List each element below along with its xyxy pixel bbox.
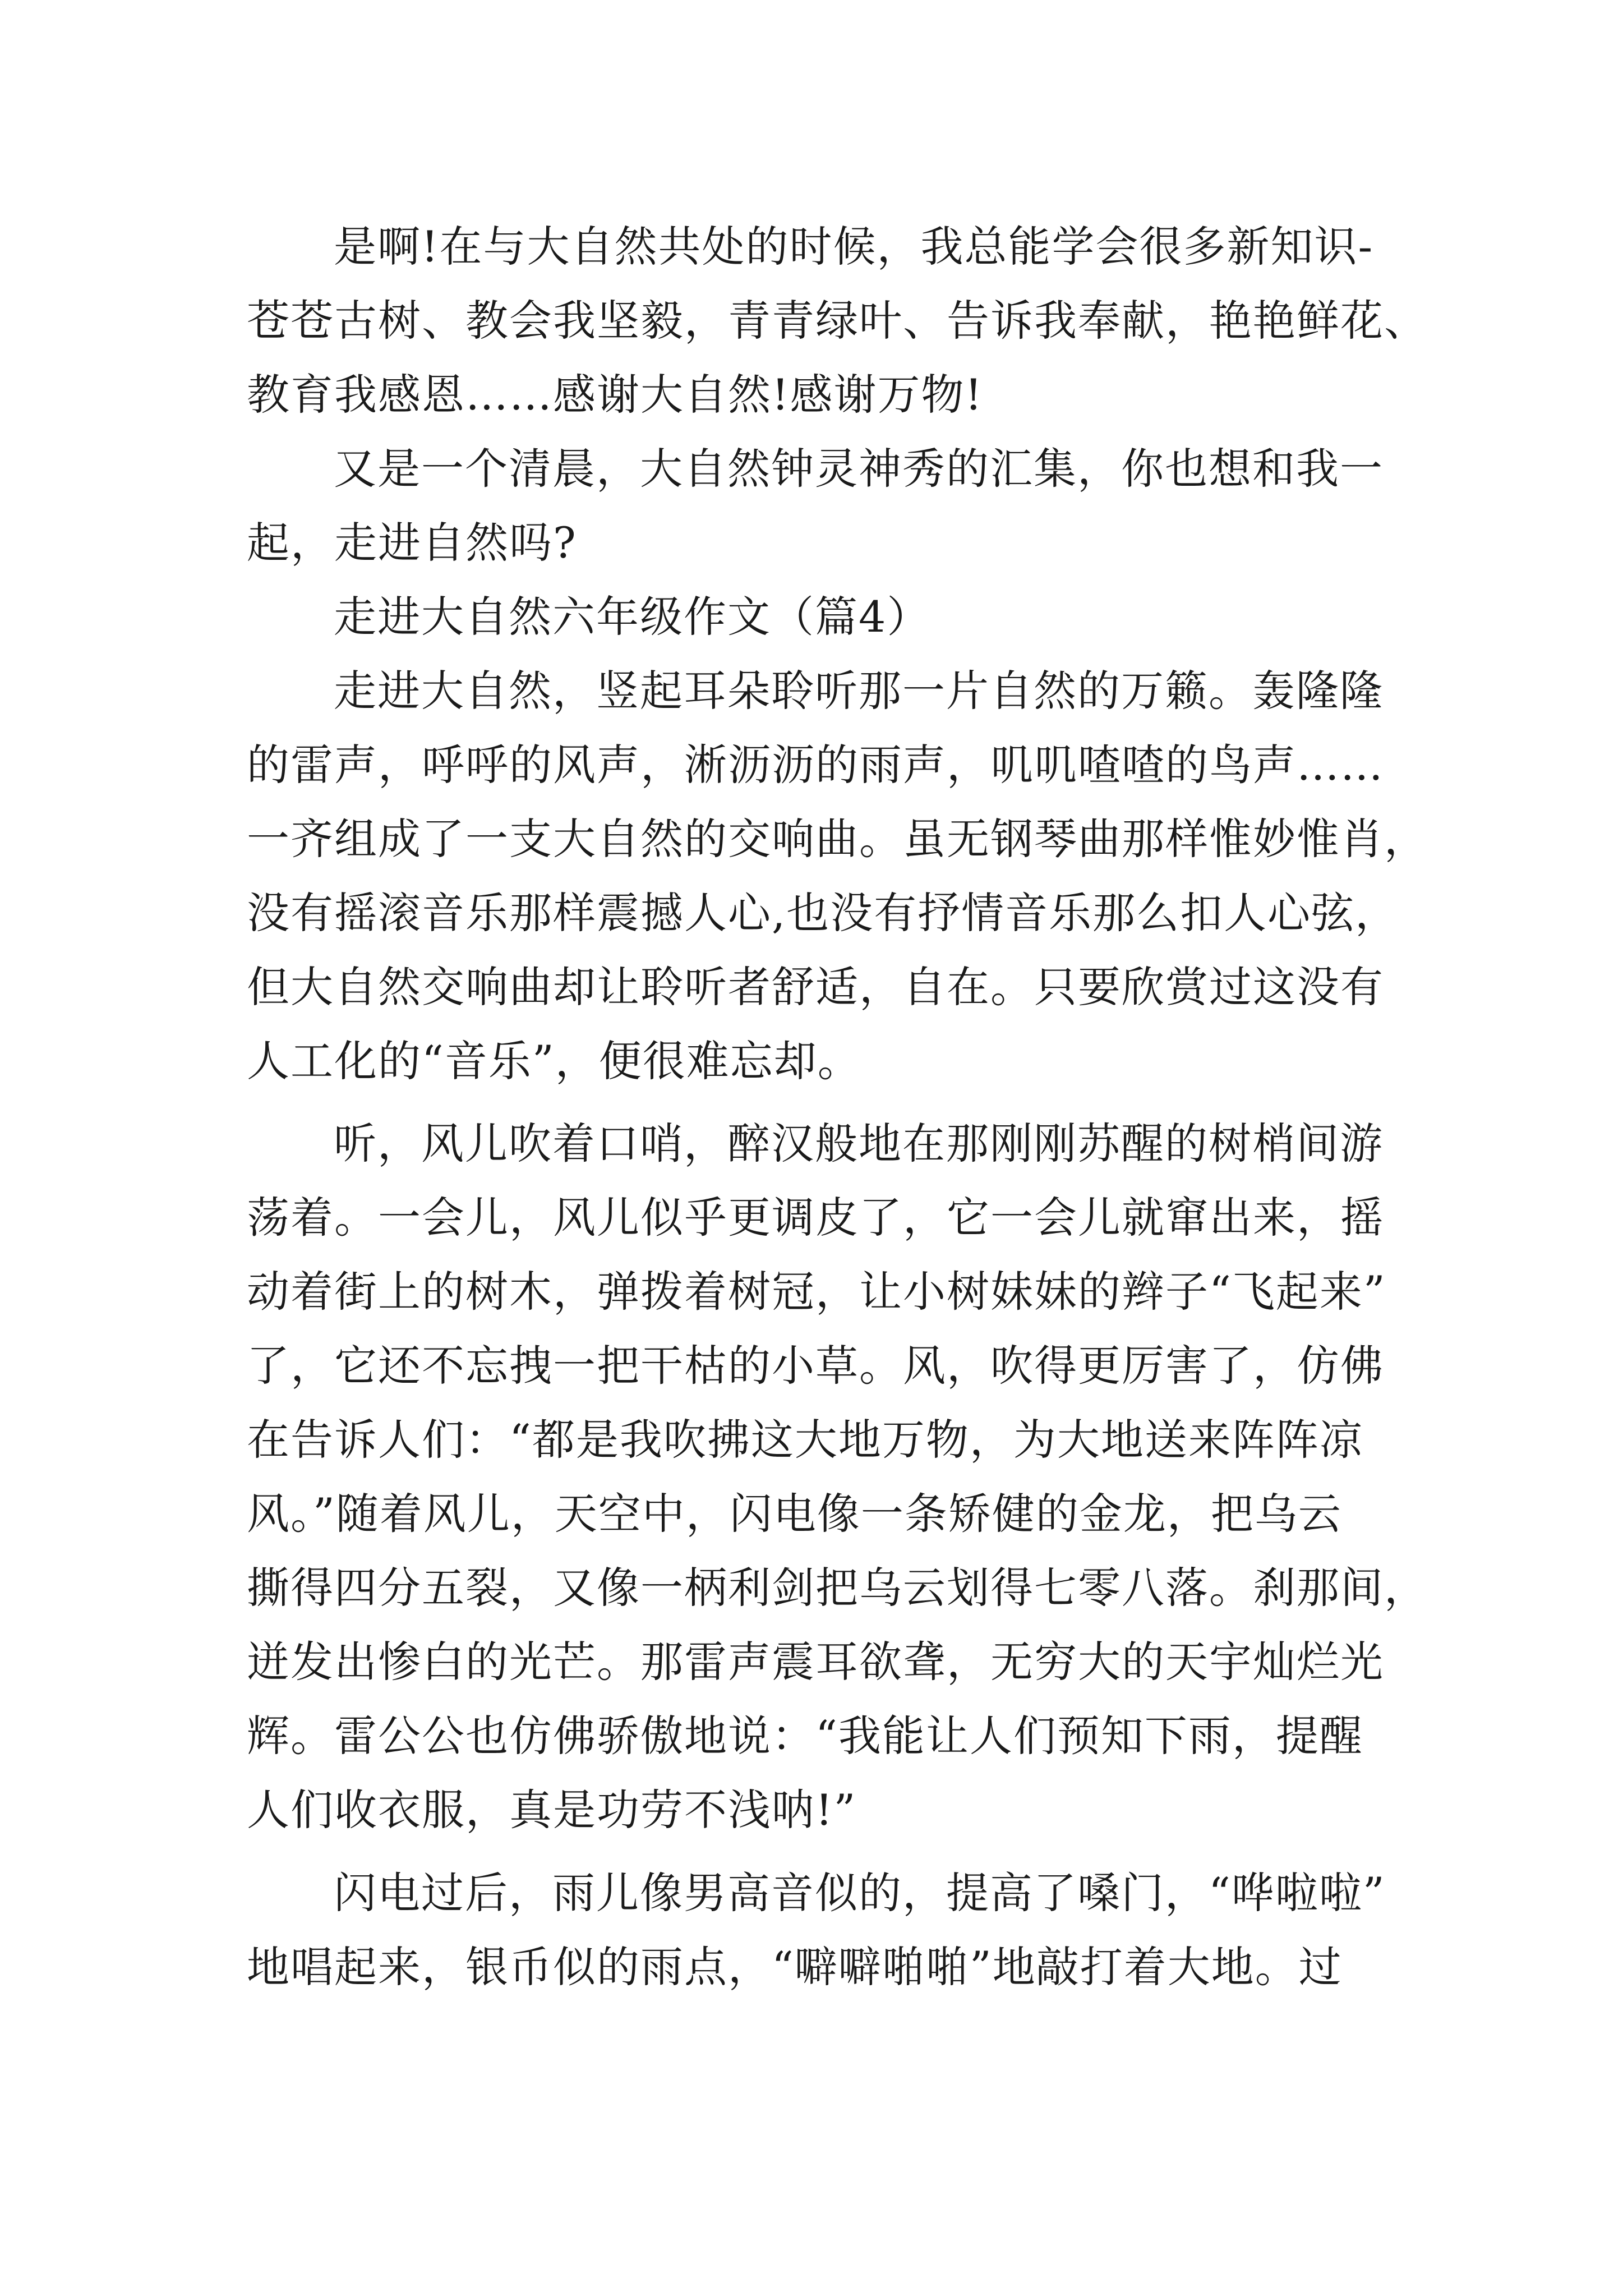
text-line: 撕得四分五裂，又像一柄利剑把乌云划得七零八落。刹那间， — [247, 1563, 1428, 1613]
text-line: 起，走进自然吗? — [247, 518, 577, 568]
text-line: 听，风儿吹着口哨，醉汉般地在那刚刚苏醒的树梢间游 — [334, 1119, 1384, 1168]
text-line: 在告诉人们：“都是我吹拂这大地万物，为大地送来阵阵凉 — [247, 1415, 1363, 1465]
text-line: 闪电过后，雨儿像男高音似的，提高了嗓门，“哗啦啦” — [334, 1868, 1386, 1918]
text-line: 辉。雷公公也仿佛骄傲地说：“我能让人们预知下雨，提醒 — [247, 1711, 1363, 1761]
text-line: 又是一个清晨，大自然钟灵神秀的汇集，你也想和我一 — [334, 444, 1384, 494]
text-line: 教育我感恩……感谢大自然!感谢万物! — [247, 370, 984, 420]
text-line: 迸发出惨白的光芒。那雷声震耳欲聋，无穷大的天宇灿烂光 — [247, 1637, 1384, 1687]
section-heading: 走进大自然六年级作文（篇4） — [334, 592, 931, 642]
text-line: 一齐组成了一支大自然的交响曲。虽无钢琴曲那样惟妙惟肖， — [247, 814, 1428, 864]
text-line: 地唱起来，银币似的雨点，“噼噼啪啪”地敲打着大地。过 — [247, 1942, 1343, 1992]
text-line: 没有摇滚音乐那样震撼人心,也没有抒情音乐那么扣人心弦， — [247, 888, 1399, 938]
text-line: 动着街上的树木，弹拨着树冠，让小树妹妹的辫子“飞起来” — [247, 1267, 1386, 1317]
text-line: 走进大自然，竖起耳朵聆听那一片自然的万籁。轰隆隆 — [334, 666, 1384, 716]
text-line: 了，它还不忘拽一把干枯的小草。风，吹得更厉害了，仿佛 — [247, 1341, 1384, 1391]
text-line: 苍苍古树、教会我坚毅，青青绿叶、告诉我奉献，艳艳鲜花、 — [247, 296, 1428, 346]
text-line: 是啊!在与大自然共处的时候，我总能学会很多新知识- — [334, 222, 1374, 272]
text-line: 风。”随着风儿，天空中，闪电像一条矫健的金龙，把乌云 — [247, 1489, 1342, 1539]
text-line: 但大自然交响曲却让聆听者舒适，自在。只要欣赏过这没有 — [247, 962, 1384, 1012]
text-line: 荡着。一会儿，风儿似乎更调皮了，它一会儿就窜出来，摇 — [247, 1193, 1384, 1243]
text-line: 人们收衣服，真是功劳不浅呐!” — [247, 1785, 857, 1835]
text-line: 的雷声，呼呼的风声，淅沥沥的雨声，叽叽喳喳的鸟声…… — [247, 740, 1384, 790]
text-line: 人工化的“音乐”，便很难忘却。 — [247, 1036, 861, 1086]
